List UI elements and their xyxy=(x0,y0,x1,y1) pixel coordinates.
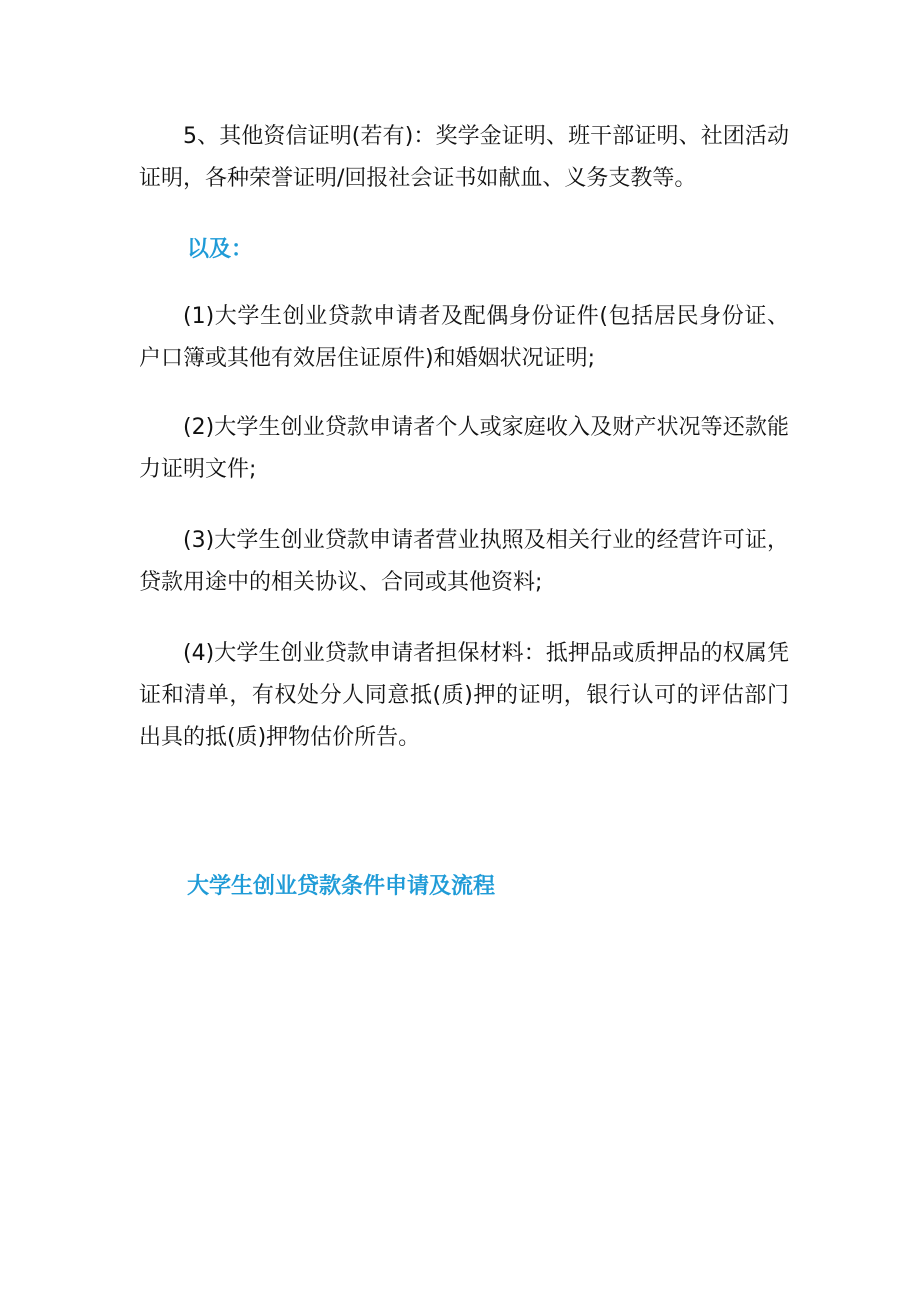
paragraph-credit-proof: 5、其他资信证明(若有)：奖学金证明、班干部证明、社团活动证明，各种荣誉证明/回报社会证书如献血、义务支教等。 xyxy=(139,124,789,191)
paragraph-item-4: (4)大学生创业贷款申请者担保材料：抵押品或质押品的权属凭证和清单，有权处分人同意抵(质)押的证明，银行认可的评估部门出具的抵(质)押物估价所告。 xyxy=(139,641,789,750)
paragraph-item-1: (1)大学生创业贷款申请者及配偶身份证件(包括居民身份证、户口簿或其他有效居住证原件)和婚姻状况证明; xyxy=(139,304,789,371)
paragraph-item-3: (3)大学生创业贷款申请者营业执照及相关行业的经营许可证，贷款用途中的相关协议、合同或其他资料; xyxy=(139,528,789,595)
section-title: 大学生创业贷款条件申请及流程 xyxy=(187,874,496,899)
paragraph-item-2: (2)大学生创业贷款申请者个人或家庭收入及财产状况等还款能力证明文件; xyxy=(139,415,789,482)
subheading-also: 以及： xyxy=(187,237,254,262)
